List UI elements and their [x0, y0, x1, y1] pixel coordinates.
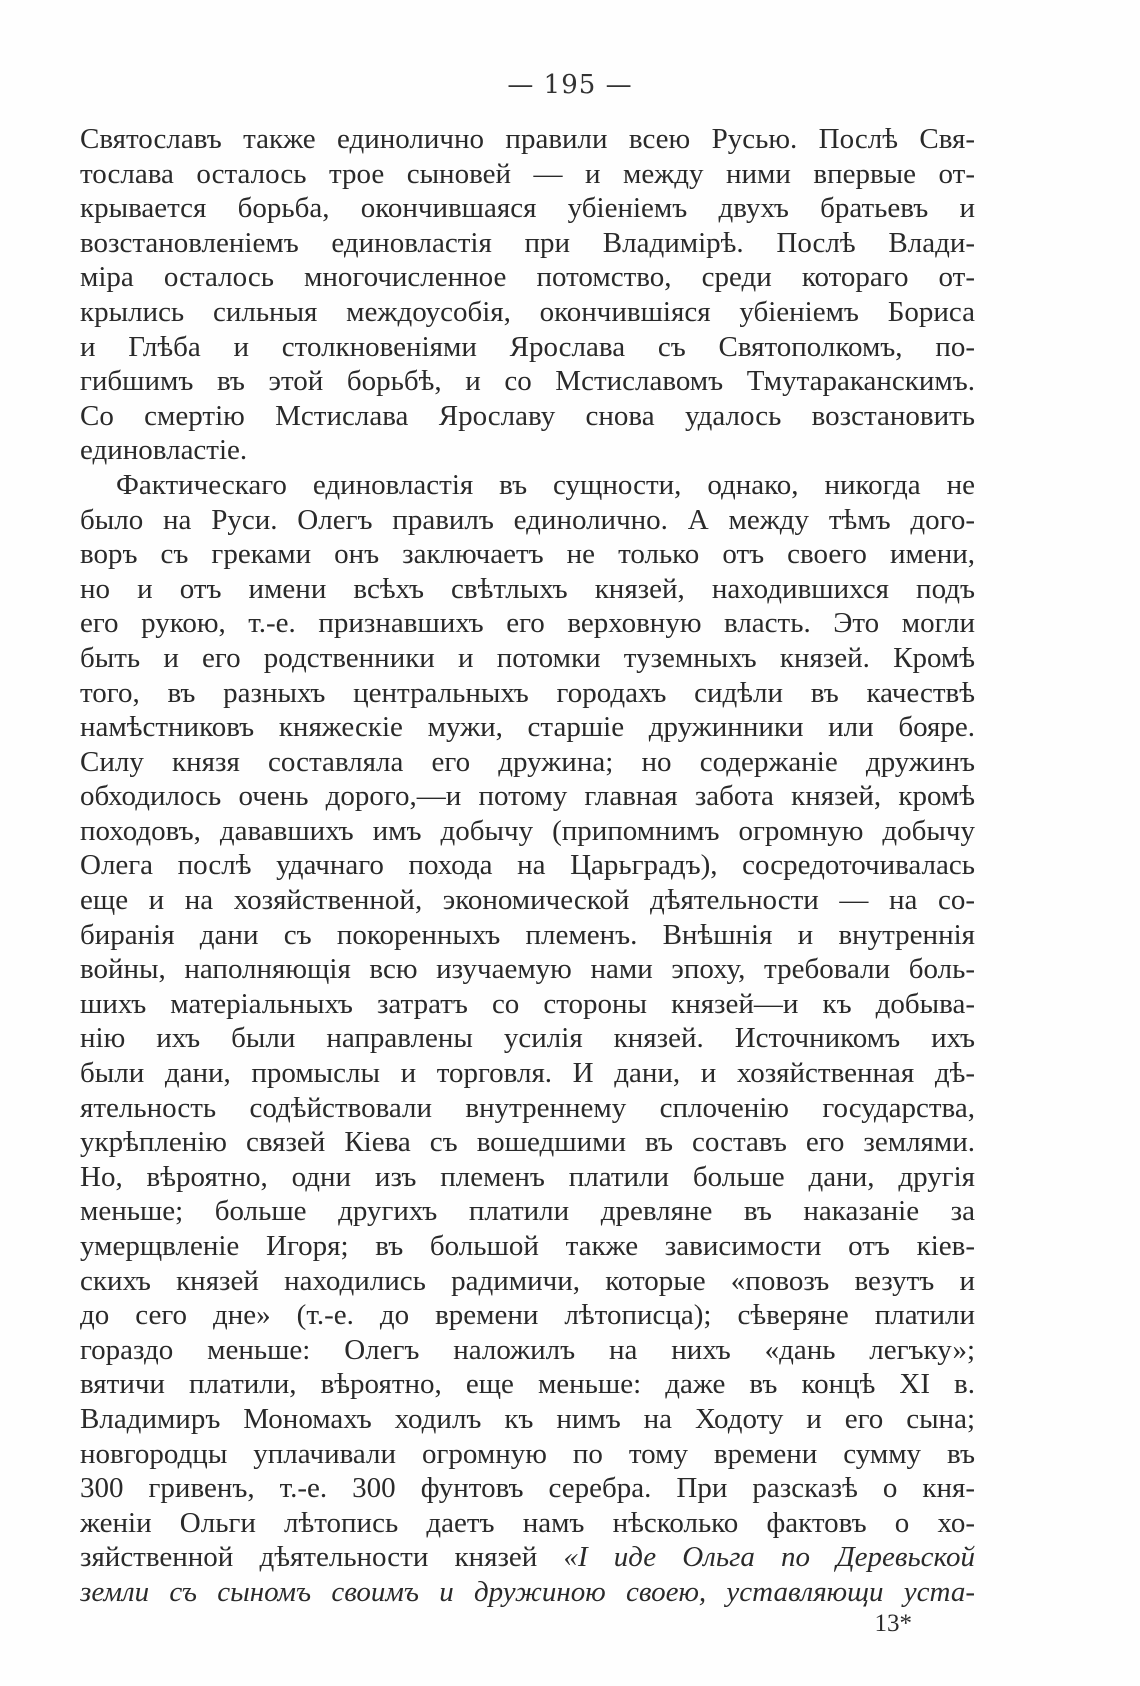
- text-line: тослава осталось трое сыновей — и между ними впервые от-: [80, 157, 975, 190]
- text-line: міра осталось многочисленное потомство, среди котораго от-: [80, 261, 975, 294]
- page-number: — 195 —: [507, 70, 633, 100]
- quote-italic: земли съ сыномъ своимъ и дружиною своею, уставляющи уста-: [80, 1575, 975, 1608]
- text-line: Но, вѣроятно, одни изъ племенъ платили больше дани, другія: [80, 1160, 975, 1193]
- text-line: еще и на хозяйственной, экономической дѣятельности — на со-: [80, 884, 975, 917]
- text-line: женіи Ольги лѣтопись даетъ намъ нѣсколько фактовъ о хо-: [80, 1506, 975, 1539]
- text-line: гибшимъ въ этой борьбѣ, и со Мстиславомъ Тмутараканскимъ.: [80, 365, 975, 398]
- text-line: меньше; больше другихъ платили древляне въ наказаніе за: [80, 1195, 975, 1228]
- text-line: воръ съ греками онъ заключаетъ не только отъ своего имени,: [80, 538, 975, 571]
- text-line: до сего дне» (т.-е. до времени лѣтописца); сѣверяне платили: [80, 1299, 975, 1332]
- text-line: Со смертію Мстислава Ярославу снова удалось возстановить: [80, 399, 975, 432]
- text-line: крылись сильныя междоусобія, окончившіяся убіеніемъ Бориса: [80, 295, 975, 328]
- paragraph-2: [80, 468, 975, 1610]
- text-line: Фактическаго единовластія въ сущности, однако, никогда не: [116, 468, 975, 501]
- text-line: укрѣпленію связей Кіева съ вошедшими въ составъ его землями.: [80, 1126, 975, 1159]
- text-line: войны, наполняющія всю изучаемую нами эпоху, требовали боль-: [80, 953, 975, 986]
- text-line: Силу князя составляла его дружина; но содержаніе дружинъ: [80, 745, 975, 778]
- text-line: единовластіе.: [80, 434, 248, 467]
- text-line: его рукою, т.-е. признавшихъ его верховную власть. Это могли: [80, 607, 975, 640]
- text-line: но и отъ имени всѣхъ свѣтлыхъ князей, находившихся подъ: [80, 572, 975, 605]
- text-line: возстановленіемъ единовластія при Владимірѣ. Послѣ Влади-: [80, 226, 975, 259]
- text-segment: зяйственной дѣятельности князей: [80, 1541, 538, 1574]
- text-line: крывается борьба, окончившаяся убіеніемъ двухъ братьевъ и: [80, 192, 975, 225]
- text-line: шихъ матеріальныхъ затратъ со стороны князей—и къ добыва-: [80, 987, 975, 1020]
- text-line: намѣстниковъ княжескіе мужи, старшіе дружинники или бояре.: [80, 711, 975, 744]
- text-line: скихъ князей находились радимичи, которые «повозъ везутъ и: [80, 1264, 975, 1297]
- body-text: [80, 122, 975, 1610]
- text-line: быть и его родственники и потомки туземныхъ князей. Кромѣ: [80, 641, 975, 674]
- text-line: ятельность содѣйствовали внутреннему сплоченію государства,: [80, 1091, 975, 1124]
- text-line: умерщвленіе Игоря; въ большой также зависимости отъ кіев-: [80, 1230, 975, 1262]
- text-line: Олега послѣ удачнаго похода на Царьградъ), сосредоточивалась: [80, 849, 975, 882]
- text-line: Владимиръ Мономахъ ходилъ къ нимъ на Ходоту и его сына;: [80, 1402, 975, 1435]
- text-line: биранія дани съ покоренныхъ племенъ. Внѣшнія и внутреннія: [80, 918, 975, 951]
- text-line: было на Руси. Олегъ правилъ единолично. А между тѣмъ дого-: [80, 503, 975, 536]
- text-line-mixed: [80, 1540, 975, 1575]
- text-line: гораздо меньше: Олегъ наложилъ на нихъ «дань легъку»;: [80, 1333, 975, 1366]
- text-line: походовъ, дававшихъ имъ добычу (припомнимъ огромную добычу: [80, 814, 975, 847]
- text-line: того, въ разныхъ центральныхъ городахъ сидѣли въ качествѣ: [80, 676, 975, 709]
- text-line: 300 гривенъ, т.-е. 300 фунтовъ серебра. При разсказѣ о кня-: [80, 1472, 975, 1505]
- text-line-italic: [80, 1575, 975, 1610]
- text-line: вятичи платили, вѣроятно, еще меньше: даже въ концѣ XI в.: [80, 1368, 975, 1401]
- paragraph-1: [80, 122, 975, 468]
- text-line: новгородцы уплачивали огромную по тому времени сумму въ: [80, 1437, 975, 1470]
- text-line: и Глѣба и столкновеніями Ярослава съ Святополкомъ, по-: [80, 330, 975, 363]
- quote-italic: «І иде Ольга по Деревьской: [563, 1541, 975, 1574]
- text-line: нію ихъ были направлены усилія князей. Источникомъ ихъ: [80, 1022, 975, 1055]
- text-line: Святославъ также единолично правили всею Русью. Послѣ Свя-: [80, 123, 975, 155]
- text-line: обходилось очень дорого,—и потому главная забота князей, кромѣ: [80, 780, 975, 813]
- signature-mark: 13*: [874, 1610, 912, 1637]
- text-line: были дани, промыслы и торговля. И дани, и хозяйственная дѣ-: [80, 1057, 975, 1090]
